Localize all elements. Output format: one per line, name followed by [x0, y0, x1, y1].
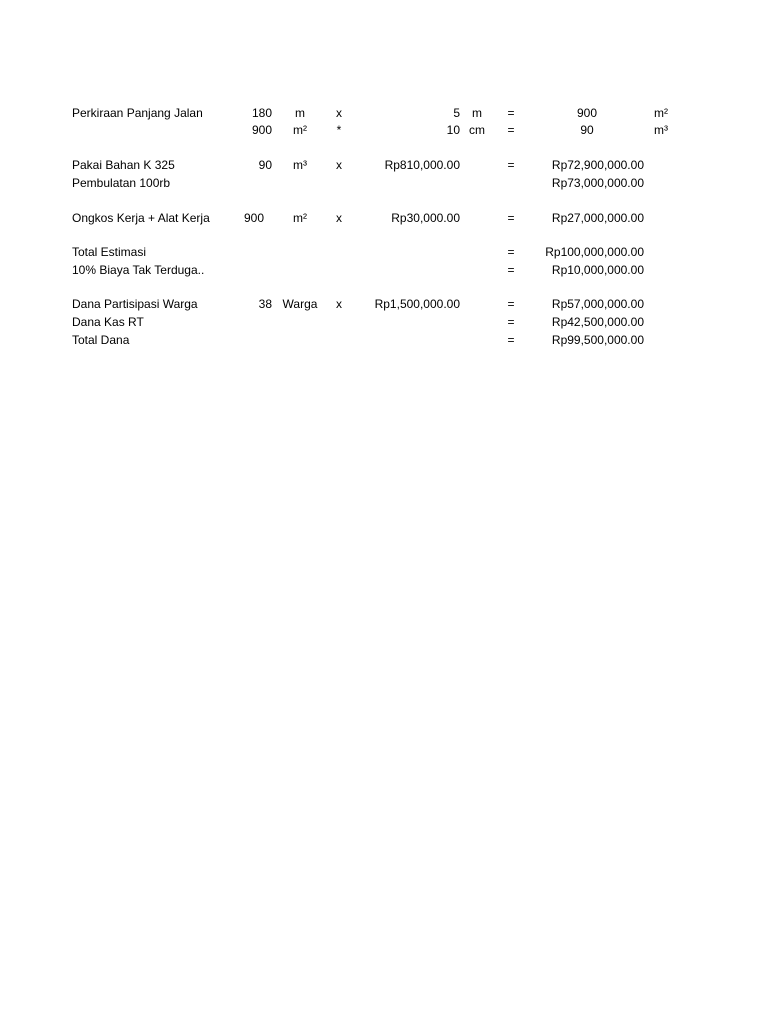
row-value: 5 — [453, 106, 460, 120]
row-result: Rp99,500,000.00 — [551, 333, 644, 347]
row-unit: m — [295, 106, 305, 120]
row-label: Total Estimasi — [72, 245, 147, 259]
row-equals: = — [507, 263, 515, 277]
row-result: 900 — [576, 106, 598, 120]
row-label: Perkiraan Panjang Jalan — [72, 106, 203, 120]
row-value: Rp810,000.00 — [384, 158, 460, 172]
row-label: Pembulatan 100rb — [72, 176, 171, 190]
table-row — [0, 157, 768, 173]
row-unit: m² — [293, 211, 307, 225]
row-result: Rp100,000,000.00 — [545, 245, 644, 259]
row-value: 10 — [446, 123, 460, 137]
row-label: Dana Kas RT — [72, 315, 144, 329]
row-value: Rp1,500,000.00 — [374, 297, 460, 311]
row-result: Rp27,000,000.00 — [551, 211, 644, 225]
row-unit: Warga — [282, 297, 318, 311]
row-label: Dana Partisipasi Warga — [72, 297, 198, 311]
row-quantity: 900 — [251, 123, 272, 137]
table-row — [0, 210, 768, 226]
row-label: Pakai Bahan K 325 — [72, 158, 175, 172]
row-label: Ongkos Kerja + Alat Kerja — [72, 211, 210, 225]
table-row — [0, 296, 768, 312]
row-result: Rp42,500,000.00 — [551, 315, 644, 329]
row-result-unit: m² — [654, 106, 668, 120]
table-row — [0, 105, 768, 121]
row-operator: x — [336, 158, 342, 172]
row-unit: m² — [293, 123, 307, 137]
row-result: Rp73,000,000.00 — [551, 176, 644, 190]
table-row — [0, 314, 768, 330]
row-result: Rp10,000,000.00 — [551, 263, 644, 277]
row-operator: x — [336, 106, 342, 120]
row-equals: = — [507, 333, 515, 347]
row-operator: * — [336, 123, 342, 137]
row-equals: = — [507, 245, 515, 259]
table-row — [0, 244, 768, 260]
row-value-unit: m — [472, 106, 482, 120]
row-equals: = — [507, 158, 515, 172]
row-operator: x — [336, 211, 342, 225]
row-equals: = — [507, 315, 515, 329]
row-operator: x — [336, 297, 342, 311]
table-row — [0, 332, 768, 348]
row-value-unit: cm — [469, 123, 485, 137]
row-result: Rp72,900,000.00 — [551, 158, 644, 172]
row-value: Rp30,000.00 — [391, 211, 460, 225]
row-equals: = — [507, 106, 515, 120]
row-equals: = — [507, 123, 515, 137]
row-equals: = — [507, 211, 515, 225]
row-result: Rp57,000,000.00 — [551, 297, 644, 311]
table-row — [0, 175, 768, 191]
row-equals: = — [507, 297, 515, 311]
row-unit: m³ — [293, 158, 307, 172]
row-quantity: 38 — [258, 297, 272, 311]
row-result-unit: m³ — [654, 123, 668, 137]
row-label: Total Dana — [72, 333, 130, 347]
table-row — [0, 262, 768, 278]
row-quantity: 180 — [251, 106, 272, 120]
row-label: 10% Biaya Tak Terduga.. — [72, 263, 205, 277]
table-row — [0, 122, 768, 138]
row-result: 90 — [580, 123, 594, 137]
row-quantity: 90 — [258, 158, 272, 172]
row-quantity: 900 — [243, 211, 264, 225]
